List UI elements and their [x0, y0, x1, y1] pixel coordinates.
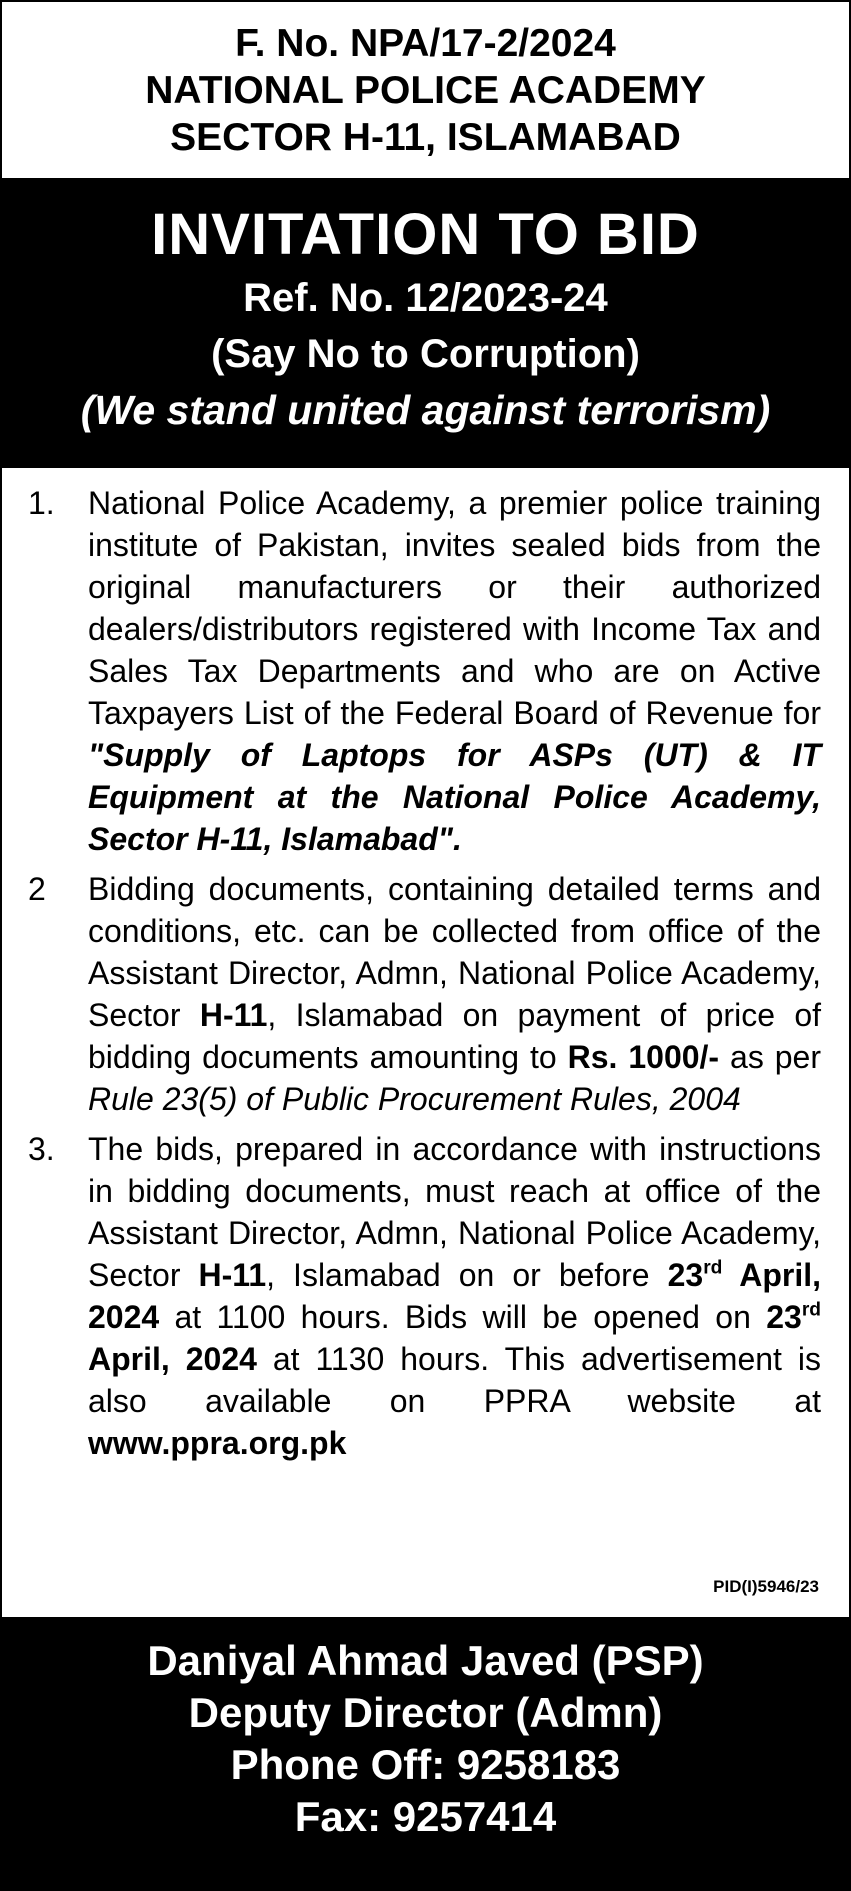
contact-name: Daniyal Ahmad Javed (PSP) [147, 1637, 704, 1684]
p3-text-a: The bids, prepared in accordance with instructions in bidding documents, must reach at office of the Assistant Director, Admn, National Police Academy, Sector [88, 1131, 821, 1293]
page-title: INVITATION TO BID [151, 202, 700, 267]
p3-sector: H-11 [198, 1257, 267, 1293]
pid-number: PID(I)5946/23 [713, 1577, 819, 1596]
header [2, 2, 849, 178]
file-number: F. No. NPA/17-2/2024 [235, 22, 616, 65]
paragraph-number: 2 [28, 871, 46, 907]
contact-designation: Deputy Director (Admn) [188, 1689, 663, 1736]
paragraph-3 [24, 1128, 821, 1464]
date-month-year: April, 2024 [88, 1257, 822, 1335]
p2-rule: Rule 23(5) of Public Procurement Rules, 2004 [88, 1081, 741, 1117]
contact-fax: Fax: 9257414 [294, 1793, 557, 1840]
p2-text-a: Bidding documents, containing detailed terms and conditions, etc. can be collected from office of the Assistant Director, Admn, National Police Academy, Sector [88, 871, 821, 1033]
slogan-terrorism: (We stand united against terrorism) [80, 387, 771, 433]
p2-text-e: as per [719, 1039, 821, 1075]
slogan-corruption: (Say No to Corruption) [211, 332, 640, 376]
p1-text: National Police Academy, a premier police training institute of Pakistan, invites sealed bids from the original manufacturers or their authorized dealers/distributors registered with Income Tax and Sales Tax Departments and who are on Active Taxpayers List of the Federal Board of Revenue for [88, 485, 821, 731]
p3-text-e: at 1130 hours. This advertisement is also available on PPRA website at [88, 1341, 822, 1419]
date-day: 23 [667, 1257, 704, 1293]
paragraph-number: 1. [28, 485, 55, 521]
title-band [2, 178, 849, 468]
notice-body [2, 468, 849, 1617]
paragraph-2 [24, 868, 821, 1120]
date-suffix: rd [801, 1299, 821, 1321]
p2-price: Rs. 1000/- [567, 1039, 720, 1075]
date-month-year: April, 2024 [88, 1341, 257, 1377]
paragraph-number: 3. [28, 1131, 55, 1167]
p1-supply-title: "Supply of Laptops for ASPs (UT) & IT Equipment at the National Police Academy, Sector H-11, Islamabad". [88, 737, 821, 857]
p2-sector: H-11 [199, 997, 268, 1033]
organization-name: NATIONAL POLICE ACADEMY [145, 69, 706, 112]
paragraph-text [88, 1128, 821, 1464]
p3-text-c: , Islamabad on or before [266, 1257, 668, 1293]
paragraph-text [88, 868, 821, 1120]
footer-contact [2, 1617, 849, 1889]
date-day: 23 [766, 1299, 802, 1335]
reference-number: Ref. No. 12/2023-24 [243, 276, 608, 320]
organization-location: SECTOR H-11, ISLAMABAD [170, 116, 681, 159]
contact-phone: Phone Off: 9258183 [230, 1741, 621, 1788]
ppra-website-link[interactable]: www.ppra.org.pk [88, 1425, 347, 1461]
date-suffix: rd [703, 1257, 723, 1279]
p3-text-d: at 1100 hours. Bids will be opened on [159, 1299, 767, 1335]
p2-text-c: , Islamabad on payment of price of bidding documents amounting to [88, 997, 822, 1075]
paragraph-text [88, 482, 821, 860]
paragraph-1 [24, 482, 821, 860]
